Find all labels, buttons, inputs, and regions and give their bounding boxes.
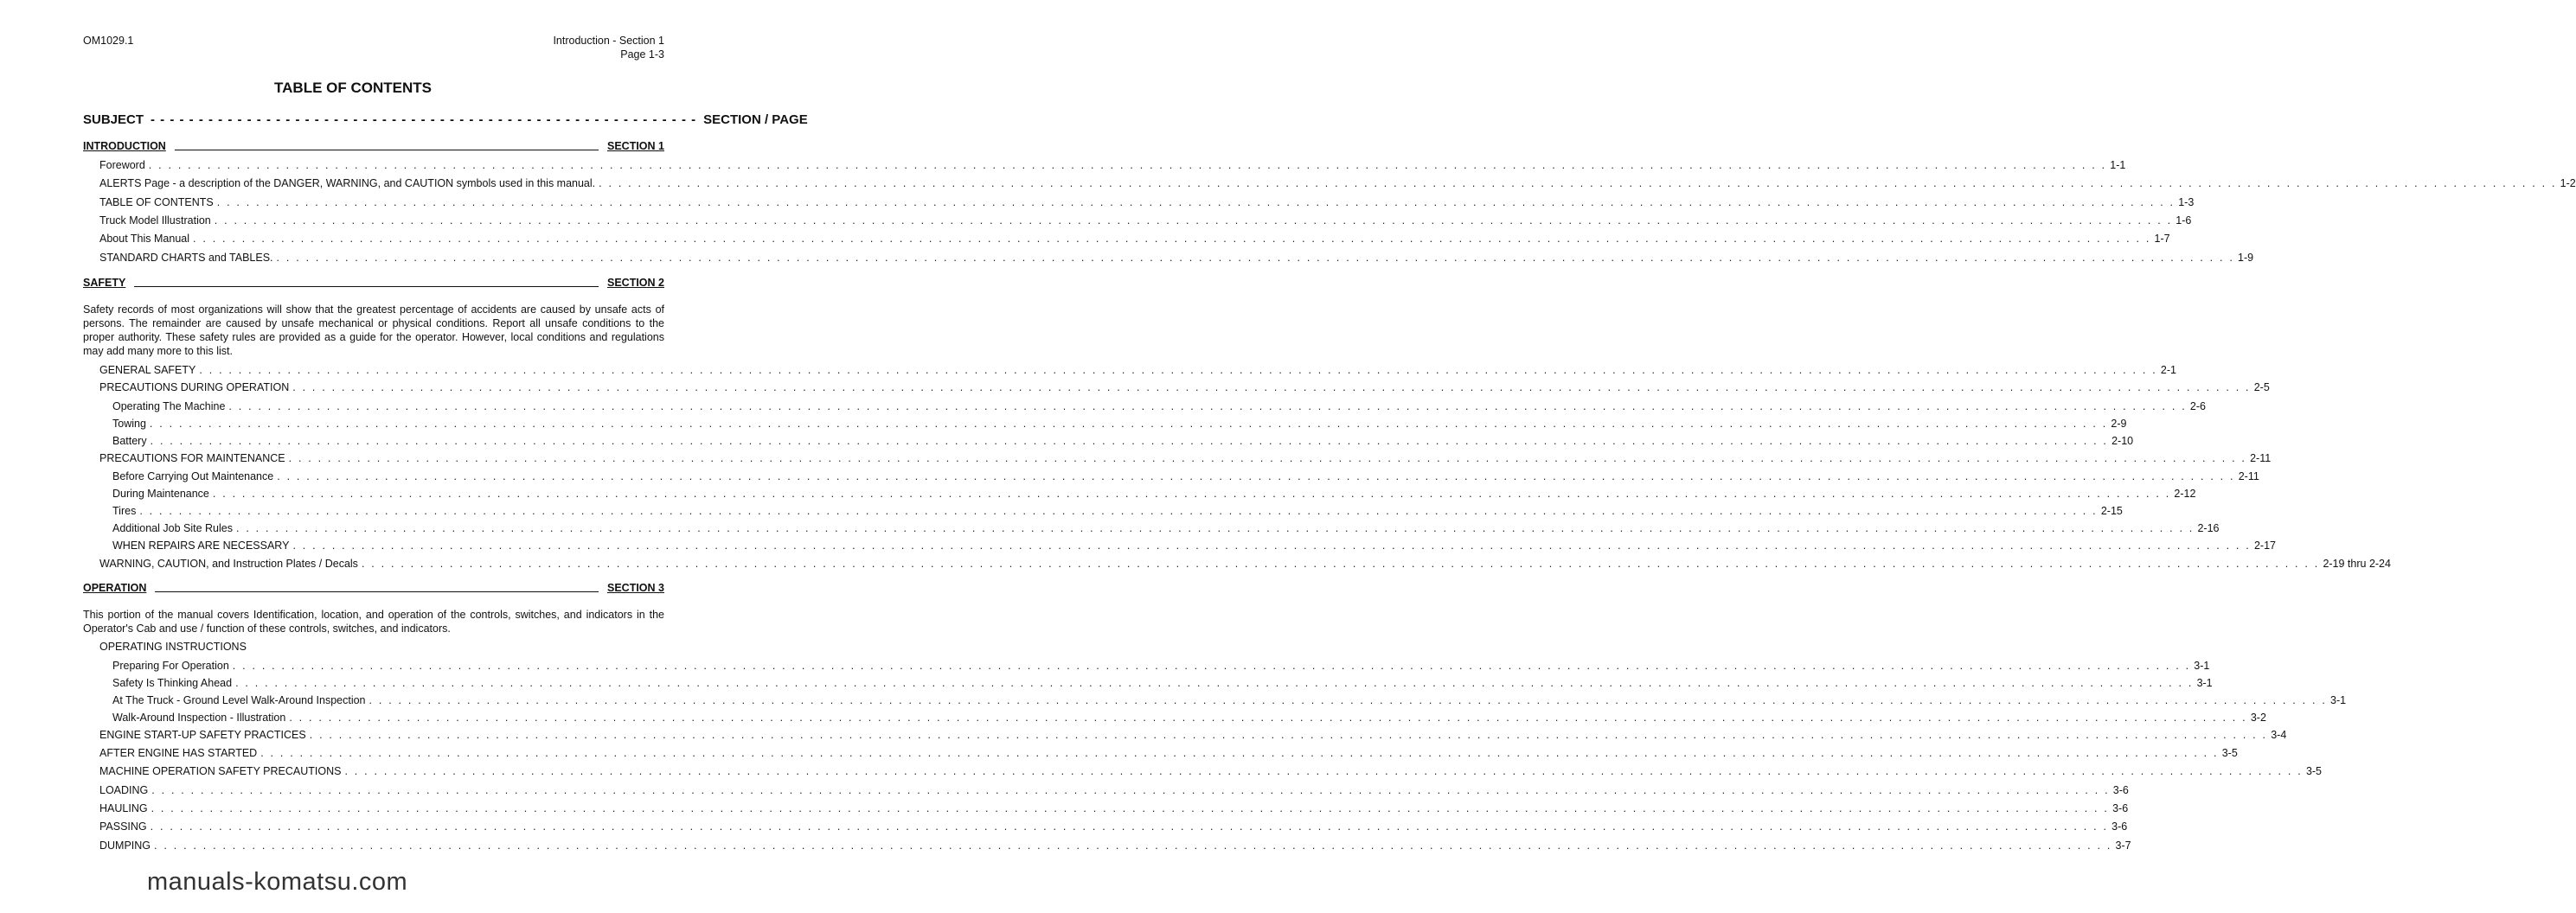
toc-entry[interactable] (112, 677, 2213, 689)
toc-entry[interactable] (99, 196, 2195, 208)
toc-entry-label: Tires (112, 505, 137, 517)
dot-leader: . . . . . . . . . . . . . . . . . . . . . . . . . . . . . . . . . . . . . . . . . . . . . . . . . . . . . . . . . . . . . . . . . . . . . . . . . . . . . . . . . . . . . . . . . . . . . . . . . . . . . . . . . . . . . . . . . . . . . . . . . . . . . . . . . . . . . . . . . . . . . . . . . . . . . . . . . . . . . . . . . . . . . . . . . . . . . . . . . . . . . . . . . . . . . . . . . . . . . . . . (276, 252, 2235, 264)
toc-entry-label: During Maintenance (112, 488, 209, 500)
toc-entry[interactable] (99, 765, 2323, 777)
toc-entry-page: 2-5 (2253, 381, 2270, 393)
dot-leader: . . . . . . . . . . . . . . . . . . . . . . . . . . . . . . . . . . . . . . . . . . . . . . . . . . . . . . . . . . . . . . . . . . . . . . . . . . . . . . . . . . . . . . . . . . . . . . . . . . . . . . . . . . . . . . . . . . . . . . . . . . . . . . . . . . . . . . . . . . . . . . . . . . . . . . . . . . . . . . . . . . . . . . . . . . . . . . . . . . . . . . . . . . . . . . . . . . . . . . . . (235, 677, 2194, 689)
toc-entry-label: At The Truck - Ground Level Walk-Around Inspection (112, 694, 366, 706)
section-page-label: SECTION / PAGE (703, 112, 808, 127)
toc-entry-page: 3-7 (2115, 840, 2131, 852)
header-page: Page 1-3 (620, 48, 664, 61)
toc-entry-label: Foreword (99, 159, 145, 171)
toc-entry[interactable] (99, 729, 2287, 741)
toc-entry-page: 2-1 (2160, 364, 2176, 376)
toc-entry-page: 3-1 (2196, 677, 2213, 689)
dot-leader: . . . . . . . . . . . . . . . . . . . . . . . . . . . . . . . . . . . . . . . . . . . . . . . . . . . . . . . . . . . . . . . . . . . . . . . . . . . . . . . . . . . . . . . . . . . . . . . . . . . . . . . . . . . . . . . . . . . . . . . . . . . . . . . . . . . . . . . . . . . . . . . . . . . . . . . . . . . . . . . . . . . . . . . . . . . . . . . . . . . . . . . . . . . . . . . . . . . . . . . . (154, 840, 2112, 852)
toc-entry-label: PRECAUTIONS FOR MAINTENANCE (99, 452, 285, 464)
toc-entry-label: ENGINE START-UP SAFETY PRACTICES (99, 729, 306, 741)
dot-leader: . . . . . . . . . . . . . . . . . . . . . . . . . . . . . . . . . . . . . . . . . . . . . . . . . . . . . . . . . . . . . . . . . . . . . . . . . . . . . . . . . . . . . . . . . . . . . . . . . . . . . . . . . . . . . . . . . . . . . . . . . . . . . . . . . . . . . . . . . . . . . . . . . . . . . . . . . . . . . . . . . . . . . . . . . . . . . . . . . . . . . . . . . . . . . . . . . . . . . . . . (368, 694, 2327, 706)
section-title: SAFETY (83, 277, 126, 289)
section-title: INTRODUCTION (83, 140, 166, 152)
toc-entry-label: TABLE OF CONTENTS (99, 196, 214, 208)
toc-entry-label: OPERATING INSTRUCTIONS (99, 641, 247, 653)
toc-entry-page: 2-19 thru 2-24 (2323, 558, 2391, 570)
dot-leader: . . . . . . . . . . . . . . . . . . . . . . . . . . . . . . . . . . . . . . . . . . . . . . . . . . . . . . . . . . . . . . . . . . . . . . . . . . . . . . . . . . . . . . . . . . . . . . . . . . . . . . . . . . . . . . . . . . . . . . . . . . . . . . . . . . . . . . . . . . . . . . . . . . . . . . . . . . . . . . . . . . . . . . . . . . . . . . . . . . . . . . . . . . . . . . . . . . . . . . . . (288, 452, 2247, 464)
dot-leader: . . . . . . . . . . . . . . . . . . . . . . . . . . . . . . . . . . . . . . . . . . . . . . . . . . . . . . . . . . . . . . . . . . . . . . . . . . . . . . . . . . . . . . . . . . . . . . . . . . . . . . . . . . . . . . . . . . . . . . . . . . . . . . . . . . . . . . . . . . . . . . . . . . . . . . . . . . . . . . . . . . . . . . . . . . . . . . . . . . . . . . . . . . . . . . . . . . . . . . . . (151, 784, 2110, 796)
section-title: OPERATION (83, 582, 147, 594)
dot-leader: . . . . . . . . . . . . . . . . . . . . . . . . . . . . . . . . . . . . . . . . . . . . . . . . . . . . . . . . . . . . . . . . . . . . . . . . . . . . . . . . . . . . . . . . . . . . . . . . . . . . . . . . . . . . . . . . . . . . . . . . . . . . . . . . . . . . . . . . . . . . . . . . . . . . . . . . . . . . . . . . . . . . . . . . . . . . . . . . . . . . . . . . . . . . . . . . . . . . . . . . (148, 159, 2107, 171)
toc-entry-label: WHEN REPAIRS ARE NECESSARY (112, 540, 290, 552)
dot-leader: . . . . . . . . . . . . . . . . . . . . . . . . . . . . . . . . . . . . . . . . . . . . . . . . . . . . . . . . . . . . . . . . . . . . . . . . . . . . . . . . . . . . . . . . . . . . . . . . . . . . . . . . . . . . . . . . . . . . . . . . . . . . . . . . . . . . . . . . . . . . . . . . . . . . . . . . . . . . . . . . . . . . . . . . . . . . . . . . . . . . . . . . . . . . . . . . . . . . . . . . (199, 364, 2157, 376)
toc-entry[interactable] (112, 418, 2127, 430)
toc-entry[interactable] (112, 522, 2220, 534)
dot-leader: . . . . . . . . . . . . . . . . . . . . . . . . . . . . . . . . . . . . . . . . . . . . . . . . . . . . . . . . . . . . . . . . . . . . . . . . . . . . . . . . . . . . . . . . . . . . . . . . . . . . . . . . . . . . . . . . . . . . . . . . . . . . . . . . . . . . . . . . . . . . . . . . . . . . . . . . . . . . . . . . . . . . . . . . . . . . . . . . . . . . . . . . . . . . . . . . . . . . . . . . (289, 712, 2247, 724)
toc-entry-label: WARNING, CAUTION, and Instruction Plates / Decals (99, 558, 358, 570)
toc-entry-page: 2-11 (2238, 470, 2259, 482)
dot-leader: . . . . . . . . . . . . . . . . . . . . . . . . . . . . . . . . . . . . . . . . . . . . . . . . . . . . . . . . . . . . . . . . . . . . . . . . . . . . . . . . . . . . . . . . . . . . . . . . . . . . . . . . . . . . . . . . . . . . . . . . . . . . . . . . . . . . . . . . . . . . . . . . . . . . . . . . . . . . . . . . . . . . . . . . . . . . . . . . . . . . . . . . . . . . . . . . . . . . . . . . (260, 747, 2219, 759)
toc-entry-page: 2-12 (2174, 488, 2196, 500)
dot-leader: . . . . . . . . . . . . . . . . . . . . . . . . . . . . . . . . . . . . . . . . . . . . . . . . . . . . . . . . . . . . . . . . . . . . . . . . . . . . . . . . . . . . . . . . . . . . . . . . . . . . . . . . . . . . . . . . . . . . . . . . . . . . . . . . . . . . . . . . . . . . . . . . . . . . . . . . . . . . . . . . . . . . . . . . . . . . . . . . . . . . . . . . . . . . . . . . . . . . . . . . (228, 400, 2187, 412)
toc-entry[interactable] (99, 214, 2192, 227)
toc-entry[interactable] (99, 381, 2270, 393)
toc-entry[interactable] (99, 252, 2254, 264)
heading-rule (134, 286, 599, 287)
toc-entry[interactable] (99, 747, 2238, 759)
dot-leader: . . . . . . . . . . . . . . . . . . . . . . . . . . . . . . . . . . . . . . . . . . . . . . . . . . . . . . . . . . . . . . . . . . . . . . . . . . . . . . . . . . . . . . . . . . . . . . . . . . . . . . . . . . . . . . . . . . . . . . . . . . . . . . . . . . . . . . . . . . . . . . . . . . . . . . . . . . . . . . . . . . . . . . . . . . . . . . . . . . . . . . . . . . . . . . . . . . . . . . . . (292, 540, 2251, 552)
toc-entry[interactable] (99, 452, 2272, 464)
dot-leader: . . . . . . . . . . . . . . . . . . . . . . . . . . . . . . . . . . . . . . . . . . . . . . . . . . . . . . . . . . . . . . . . . . . . . . . . . . . . . . . . . . . . . . . . . . . . . . . . . . . . . . . . . . . . . . . . . . . . . . . . . . . . . . . . . . . . . . . . . . . . . . . . . . . . . . . . . . . . . . . . . . . . . . . . . . . . . . . . . . . . . . . . . . . . . . . . . . . . . . . . (212, 488, 2171, 500)
toc-entry[interactable] (99, 802, 2129, 814)
toc-entry-page: 1-6 (2176, 214, 2192, 227)
watermark: manuals-komatsu.com (147, 868, 408, 896)
heading-rule (155, 591, 599, 592)
section-heading[interactable] (83, 582, 664, 594)
dot-leader: . . . . . . . . . . . . . . . . . . . . . . . . . . . . . . . . . . . . . . . . . . . . . . . . . . . . . . . . . . . . . . . . . . . . . . . . . . . . . . . . . . . . . . . . . . . . . . . . . . . . . . . . . . . . . . . . . . . . . . . . . . . . . . . . . . . . . . . . . . . . . . . . . . . . . . . . . . . . . . . . . . . . . . . . . . . . . . . . . . . . . . . . . . . . . . . . . . . . . . . . (232, 660, 2191, 672)
toc-entry-label: DUMPING (99, 840, 151, 852)
toc-entry-page: 2-16 (2197, 522, 2220, 534)
section-description: This portion of the manual covers Identification, location, and operation of the controls, switches, and indicators in the Operator's Cab and use / function of these controls, switches, and indicators. (83, 609, 664, 635)
toc-entry[interactable] (99, 233, 2170, 245)
toc-entry[interactable] (99, 364, 2176, 376)
dot-leader: . . . . . . . . . . . . . . . . . . . . . . . . . . . . . . . . . . . . . . . . . . . . . . . . . . . . . . . . . . . . . . . . . . . . . . . . . . . . . . . . . . . . . . . . . . . . . . . . . . . . . . . . . . . . . . . . . . . . . . . . . . . . . . . . . . . . . . . . . . . . . . . . . . . . . . . . . . . . . . . . . . . . . . . . . . . . . . . . . . . . . . . . . . . . . . . . . . . . . . . . (235, 522, 2195, 534)
subject-header (83, 112, 808, 127)
toc-entry-label: MACHINE OPERATION SAFETY PRECAUTIONS (99, 765, 342, 777)
section-heading[interactable] (83, 277, 664, 289)
dot-leader: . . . . . . . . . . . . . . . . . . . . . . . . . . . . . . . . . . . . . . . . . . . . . . . . . . . . . . . . . . . . . . . . . . . . . . . . . . . . . . . . . . . . . . . . . . . . . . . . . . . . . . . . . . . . . . . . . . . . . . . . . . . . . . . . . . . . . . . . . . . . . . . . . . . . . . . . . . . . . . . . . . . . . . . . . . . . . . . . . . . . . . . . . . . . . . . . . . . . . . . . (193, 233, 2151, 245)
toc-entry-label: AFTER ENGINE HAS STARTED (99, 747, 258, 759)
toc-entry[interactable] (99, 820, 2128, 833)
section-description: Safety records of most organizations will show that the greatest percentage of accidents are caused by unsafe acts of persons. The remainder are caused by unsafe mechanical or physical conditions. Report all unsafe conditions to the proper authority. These safety rules are provided as a guide for the operator. However, local conditions and regulations may add many more to this list. (83, 303, 664, 357)
toc-entry-page: 3-6 (2112, 784, 2129, 796)
dot-leader: . . . . . . . . . . . . . . . . . . . . . . . . . . . . . . . . . . . . . . . . . . . . . . . . . . . . . . . . . . . . . . . . . . . . . . . . . . . . . . . . . . . . . . . . . . . . . . . . . . . . . . . . . . . . . . . . . . . . . . . . . . . . . . . . . . . . . . . . . . . . . . . . . . . . . . . . . . . . . . . . . . . . . . . . . . . . . . . . . . . . . . . . . . . . . . . . . . . . . . . . (139, 505, 2098, 517)
toc-entry-page: 1-3 (2178, 196, 2195, 208)
section-number: SECTION 2 (607, 277, 664, 289)
toc-entry-page: 1-7 (2154, 233, 2170, 245)
toc-entry[interactable] (99, 177, 2576, 189)
toc-entry-page: 2-17 (2253, 540, 2276, 552)
toc-entry-page: 3-1 (2330, 694, 2347, 706)
toc-entry[interactable] (112, 505, 2123, 517)
toc-entry-page: 3-2 (2250, 712, 2266, 724)
toc-entry-label: ALERTS Page - a description of the DANGER, WARNING, and CAUTION symbols used in this manual. (99, 177, 596, 189)
dot-leader: . . . . . . . . . . . . . . . . . . . . . . . . . . . . . . . . . . . . . . . . . . . . . . . . . . . . . . . . . . . . . . . . . . . . . . . . . . . . . . . . . . . . . . . . . . . . . . . . . . . . . . . . . . . . . . . . . . . . . . . . . . . . . . . . . . . . . . . . . . . . . . . . . . . . . . . . . . . . . . . . . . . . . . . . . . . . . . . . . . . . . . . . . . . . . . . . . . . . . . . . (151, 802, 2110, 814)
subject-label: SUBJECT (83, 112, 144, 127)
toc-entry[interactable] (112, 540, 2276, 552)
toc-entry-page: 1-2 (2560, 177, 2576, 189)
toc-entry-page: 2-9 (2111, 418, 2127, 430)
subject-dash-leader: - - - - - - - - - - - - - - - - - - - - - - - - - - - - - - - - - - - - - - - - - - - - - - - - - - - - - - - - - (151, 112, 697, 127)
dot-leader: . . . . . . . . . . . . . . . . . . . . . . . . . . . . . . . . . . . . . . . . . . . . . . . . . . . . . . . . . . . . . . . . . . . . . . . . . . . . . . . . . . . . . . . . . . . . . . . . . . . . . . . . . . . . . . . . . . . . . . . . . . . . . . . . . . . . . . . . . . . . . . . . . . . . . . . . . . . . . . . . . . . . . . . . . . . . . . . . . . . . . . . . . . . . . . . . . . . . . . . . (344, 765, 2303, 777)
dot-leader: . . . . . . . . . . . . . . . . . . . . . . . . . . . . . . . . . . . . . . . . . . . . . . . . . . . . . . . . . . . . . . . . . . . . . . . . . . . . . . . . . . . . . . . . . . . . . . . . . . . . . . . . . . . . . . . . . . . . . . . . . . . . . . . . . . . . . . . . . . . . . . . . . . . . . . . . . . . . . . . . . . . . . . . . . . . . . . . . . . . . . . . . . . . . . . . . . . . . . . . . (150, 820, 2109, 833)
toc-entry-page: 1-1 (2110, 159, 2126, 171)
toc-entry-page: 3-4 (2271, 729, 2287, 741)
toc-entry-label: Before Carrying Out Maintenance (112, 470, 274, 482)
page-title: TABLE OF CONTENTS (274, 80, 432, 96)
dot-leader: . . . . . . . . . . . . . . . . . . . . . . . . . . . . . . . . . . . . . . . . . . . . . . . . . . . . . . . . . . . . . . . . . . . . . . . . . . . . . . . . . . . . . . . . . . . . . . . . . . . . . . . . . . . . . . . . . . . . . . . . . . . . . . . . . . . . . . . . . . . . . . . . . . . . . . . . . . . . . . . . . . . . . . . . . . . . . . . . . . . . . . . . . . . . . . . . . . . . . . . . (214, 214, 2173, 227)
toc-entry[interactable] (112, 712, 2266, 724)
toc-entry-label: Walk-Around Inspection - Illustration (112, 712, 286, 724)
section-number: SECTION 3 (607, 582, 664, 594)
toc-entry[interactable] (112, 470, 2259, 482)
toc-entry[interactable] (112, 400, 2206, 412)
toc-entry[interactable] (112, 435, 2134, 447)
toc-entry-page: 1-9 (2238, 252, 2254, 264)
toc-entry[interactable] (99, 558, 2391, 570)
toc-entry[interactable] (112, 660, 2210, 672)
toc-entry-label: Operating The Machine (112, 400, 226, 412)
dot-leader: . . . . . . . . . . . . . . . . . . . . . . . . . . . . . . . . . . . . . . . . . . . . . . . . . . . . . . . . . . . . . . . . . . . . . . . . . . . . . . . . . . . . . . . . . . . . . . . . . . . . . . . . . . . . . . . . . . . . . . . . . . . . . . . . . . . . . . . . . . . . . . . . . . . . . . . . . . . . . . . . . . . . . . . . . . . . . . . . . . . . . . . . . . . . . . . . . . . . . . . . (277, 470, 2235, 482)
dot-leader: . . . . . . . . . . . . . . . . . . . . . . . . . . . . . . . . . . . . . . . . . . . . . . . . . . . . . . . . . . . . . . . . . . . . . . . . . . . . . . . . . . . . . . . . . . . . . . . . . . . . . . . . . . . . . . . . . . . . . . . . . . . . . . . . . . . . . . . . . . . . . . . . . . . . . . . . . . . . . . . . . . . . . . . . . . . . . . . . . . . . . . . . . . . . . . . . . . . . . . . . (599, 177, 2557, 189)
toc-entry[interactable] (99, 840, 2131, 852)
toc-entry-label: PRECAUTIONS DURING OPERATION (99, 381, 290, 393)
toc-entry-label: Safety Is Thinking Ahead (112, 677, 233, 689)
toc-entry-label: Preparing For Operation (112, 660, 229, 672)
toc-entry-label: About This Manual (99, 233, 189, 245)
dot-leader: . . . . . . . . . . . . . . . . . . . . . . . . . . . . . . . . . . . . . . . . . . . . . . . . . . . . . . . . . . . . . . . . . . . . . . . . . . . . . . . . . . . . . . . . . . . . . . . . . . . . . . . . . . . . . . . . . . . . . . . . . . . . . . . . . . . . . . . . . . . . . . . . . . . . . . . . . . . . . . . . . . . . . . . . . . . . . . . . . . . . . . . . . . . . . . . . . . . . . . . . (216, 196, 2176, 208)
document-id: OM1029.1 (83, 35, 134, 47)
section-number: SECTION 1 (607, 140, 664, 152)
toc-entry-label: Truck Model Illustration (99, 214, 211, 227)
toc-entry-page: 2-15 (2100, 505, 2123, 517)
toc-entry[interactable] (112, 694, 2347, 706)
dot-leader: . . . . . . . . . . . . . . . . . . . . . . . . . . . . . . . . . . . . . . . . . . . . . . . . . . . . . . . . . . . . . . . . . . . . . . . . . . . . . . . . . . . . . . . . . . . . . . . . . . . . . . . . . . . . . . . . . . . . . . . . . . . . . . . . . . . . . . . . . . . . . . . . . . . . . . . . . . . . . . . . . . . . . . . . . . . . . . . . . . . . . . . . . . . . . . . . . . . . . . . . (309, 729, 2268, 741)
section-heading[interactable] (83, 140, 664, 152)
toc-entry-page: 3-6 (2111, 820, 2128, 833)
dot-leader: . . . . . . . . . . . . . . . . . . . . . . . . . . . . . . . . . . . . . . . . . . . . . . . . . . . . . . . . . . . . . . . . . . . . . . . . . . . . . . . . . . . . . . . . . . . . . . . . . . . . . . . . . . . . . . . . . . . . . . . . . . . . . . . . . . . . . . . . . . . . . . . . . . . . . . . . . . . . . . . . . . . . . . . . . . . . . . . . . . . . . . . . . . . . . . . . . . . . . . . . (149, 418, 2108, 430)
toc-entry-page: 2-11 (2250, 452, 2272, 464)
dot-leader: . . . . . . . . . . . . . . . . . . . . . . . . . . . . . . . . . . . . . . . . . . . . . . . . . . . . . . . . . . . . . . . . . . . . . . . . . . . . . . . . . . . . . . . . . . . . . . . . . . . . . . . . . . . . . . . . . . . . . . . . . . . . . . . . . . . . . . . . . . . . . . . . . . . . . . . . . . . . . . . . . . . . . . . . . . . . . . . . . . . . . . . . . . . . . . . . . . . . . . . . (150, 435, 2109, 447)
toc-entry-label: STANDARD CHARTS and TABLES. (99, 252, 273, 264)
toc-entry[interactable] (99, 641, 664, 653)
dot-leader: . . . . . . . . . . . . . . . . . . . . . . . . . . . . . . . . . . . . . . . . . . . . . . . . . . . . . . . . . . . . . . . . . . . . . . . . . . . . . . . . . . . . . . . . . . . . . . . . . . . . . . . . . . . . . . . . . . . . . . . . . . . . . . . . . . . . . . . . . . . . . . . . . . . . . . . . . . . . . . . . . . . . . . . . . . . . . . . . . . . . . . . . . . . . . . . . . . . . . . . . (292, 381, 2251, 393)
toc-entry-label: HAULING (99, 802, 148, 814)
toc-entry-label: LOADING (99, 784, 149, 796)
toc-entry-label: GENERAL SAFETY (99, 364, 196, 376)
toc-entry-page: 3-5 (2305, 765, 2323, 777)
toc-entry-label: PASSING (99, 820, 147, 833)
toc-entry-page: 2-6 (2189, 400, 2206, 412)
toc-entry-page: 3-6 (2112, 802, 2129, 814)
toc-entry[interactable] (112, 488, 2196, 500)
toc-entry-label: Additional Job Site Rules (112, 522, 233, 534)
toc-entry[interactable] (99, 159, 2126, 171)
dot-leader: . . . . . . . . . . . . . . . . . . . . . . . . . . . . . . . . . . . . . . . . . . . . . . . . . . . . . . . . . . . . . . . . . . . . . . . . . . . . . . . . . . . . . . . . . . . . . . . . . . . . . . . . . . . . . . . . . . . . . . . . . . . . . . . . . . . . . . . . . . . . . . . . . . . . . . . . . . . . . . . . . . . . . . . . . . . . . . . . . . . . . . . . . . . . . . . . . . . . . . . . (361, 558, 2320, 570)
toc-entry-label: Towing (112, 418, 146, 430)
header-section: Introduction - Section 1 (553, 35, 664, 47)
toc-entry-page: 2-10 (2111, 435, 2134, 447)
toc-entry-page: 3-1 (2194, 660, 2210, 672)
toc-entry-page: 3-5 (2221, 747, 2238, 759)
toc-entry[interactable] (99, 784, 2129, 796)
toc-entry-label: Battery (112, 435, 147, 447)
